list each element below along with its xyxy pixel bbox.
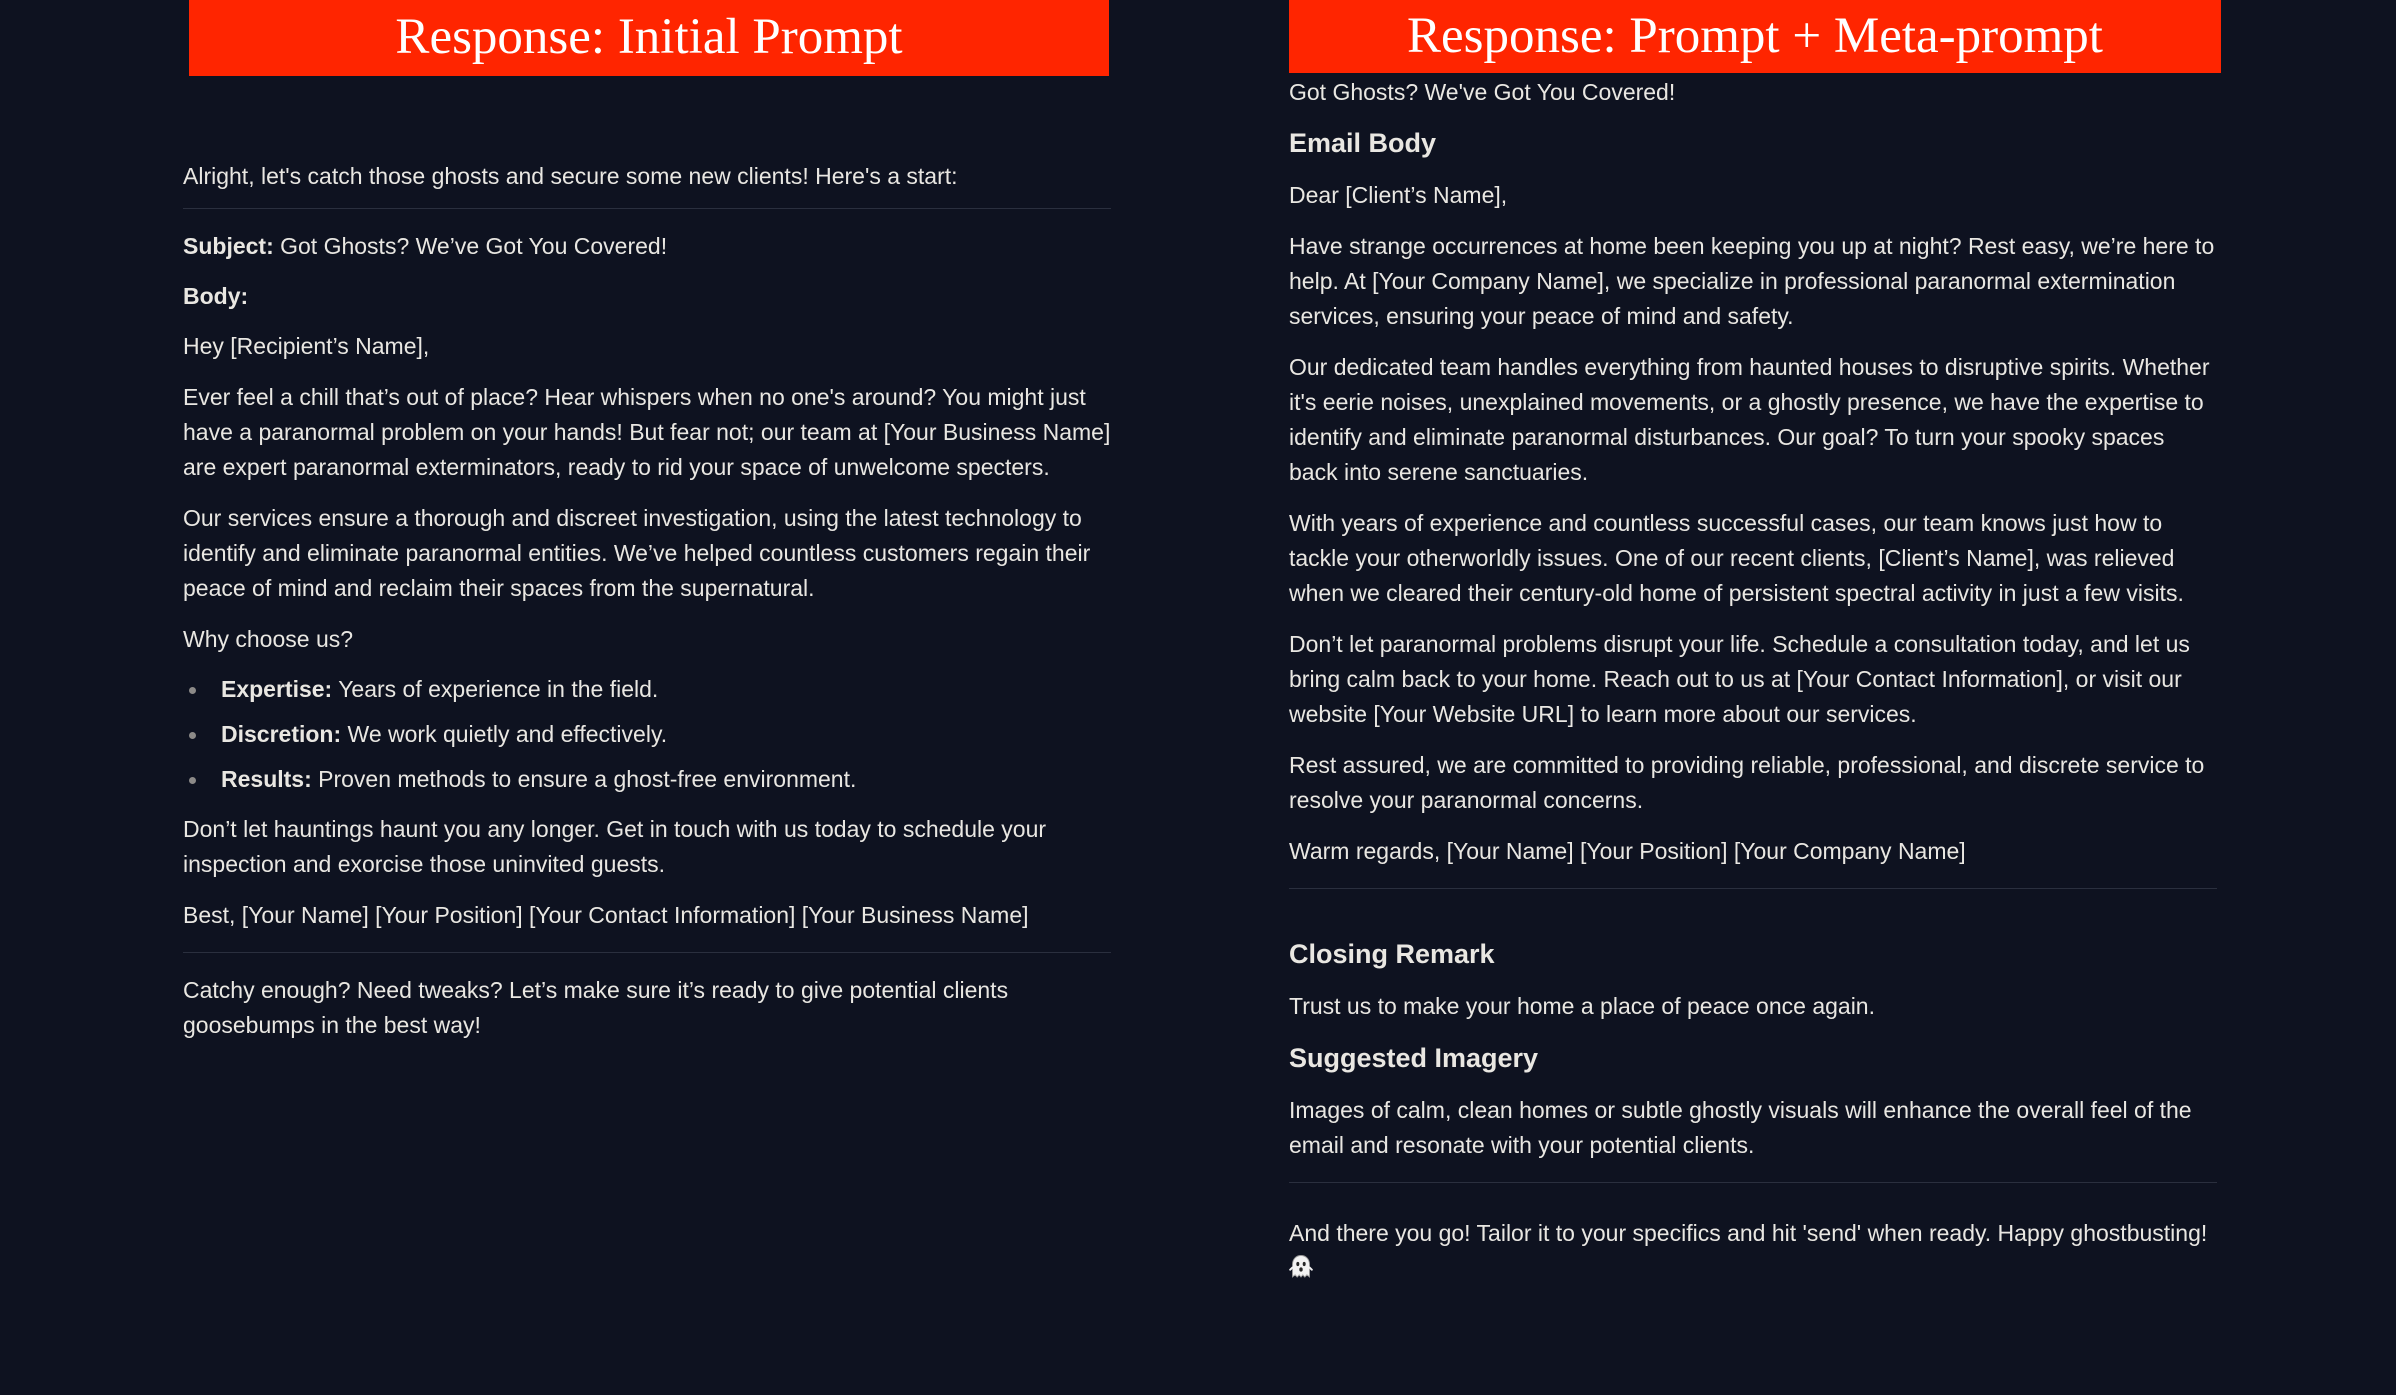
right-banner-title: Response: Prompt + Meta-prompt (1289, 0, 2221, 73)
paragraph-1: Ever feel a chill that’s out of place? Hear whispers when no one's around? You might just have a paranormal problem on your hands! But fear not; our team at [Your Business Name] are expert paranormal exterminators, ready to rid your space of unwelcome specters. (183, 384, 1111, 480)
meta-prompt-response (1289, 0, 2217, 1286)
intro-text: Alright, let's catch those ghosts and secure some new clients! Here's a start: (183, 163, 958, 189)
list-item: Discretion: We work quietly and effectively. (183, 717, 1111, 752)
closing-remark-text: Trust us to make your home a place of peace once again. (1289, 993, 1875, 1019)
signoff: Warm regards, [Your Name] [Your Position] [Your Company Name] (1289, 838, 1966, 864)
why-choose-us: Why choose us? (183, 626, 354, 652)
final-text: And there you go! Tailor it to your specifics and hit 'send' when ready. Happy ghostbusting! (1289, 1216, 2217, 1286)
signoff: Best, [Your Name] [Your Position] [Your Contact Information] [Your Business Name] (183, 902, 1029, 928)
benefits-list (183, 672, 1111, 797)
greeting: Dear [Client’s Name], (1289, 182, 1508, 208)
divider (1289, 1182, 2217, 1183)
email-body-heading: Email Body (1289, 128, 1437, 158)
paragraph-3: With years of experience and countless successful cases, our team knows just how to tackle your otherworldly issues. One of our recent clients, [Client’s Name], was relieved when we cleared their century-old home of persistent spectral activity in just a few visits. (1289, 510, 2184, 606)
paragraph-2: Our services ensure a thorough and discreet investigation, using the latest technology to identify and eliminate paranormal entities. We’ve helped countless customers regain their peace of mind and reclaim their spaces from the supernatural. (183, 505, 1091, 601)
paragraph-5: Rest assured, we are committed to providing reliable, professional, and discrete service to resolve your paranormal concerns. (1289, 752, 2205, 813)
divider (1289, 888, 2217, 889)
greeting: Hey [Recipient’s Name], (183, 333, 430, 359)
subject-label: Subject: (183, 233, 274, 259)
divider (183, 208, 1111, 209)
subject-line (183, 229, 1111, 264)
subject-text: Got Ghosts? We’ve Got You Covered! (273, 233, 668, 259)
divider (183, 952, 1111, 953)
paragraph-2: Our dedicated team handles everything from haunted houses to disruptive spirits. Whether it's eerie noises, unexplained movements, or a ghostly presence, we have the expertise to identify and eliminate paranormal disturbances. Our goal? To turn your spooky spaces back into serene sanctuaries. (1289, 354, 2210, 485)
paragraph-4: Don’t let paranormal problems disrupt your life. Schedule a consultation today, and let us bring calm back to your home. Reach out to us at [Your Contact Information], or visit our website [Your Website URL] to learn more about our services. (1289, 631, 2190, 727)
list-item: Expertise: Years of experience in the field. (183, 672, 1111, 707)
closing-text: Catchy enough? Need tweaks? Let’s make sure it’s ready to give potential clients goosebumps in the best way! (183, 977, 1009, 1038)
list-item: Results: Proven methods to ensure a ghost-free environment. (183, 762, 1111, 797)
closing-remark-heading: Closing Remark (1289, 939, 1495, 969)
ghost-icon (1289, 1254, 1313, 1280)
body-label: Body: (183, 283, 249, 309)
initial-prompt-response (183, 0, 1111, 1043)
paragraph-1: Have strange occurrences at home been keeping you up at night? Rest easy, we’re here to help. At [Your Company Name], we specialize in professional paranormal extermination services, ensuring your peace of mind and safety. (1289, 233, 2215, 329)
left-banner-title: Response: Initial Prompt (189, 0, 1109, 76)
suggested-imagery-text: Images of calm, clean homes or subtle ghostly visuals will enhance the overall feel of the email and resonate with your potential clients. (1289, 1097, 2192, 1158)
suggested-imagery-heading: Suggested Imagery (1289, 1043, 1539, 1073)
subject-text: Got Ghosts? We've Got You Covered! (1289, 79, 1676, 105)
paragraph-3: Don’t let hauntings haunt you any longer. Get in touch with us today to schedule your inspection and exorcise those uninvited guests. (183, 816, 1047, 877)
